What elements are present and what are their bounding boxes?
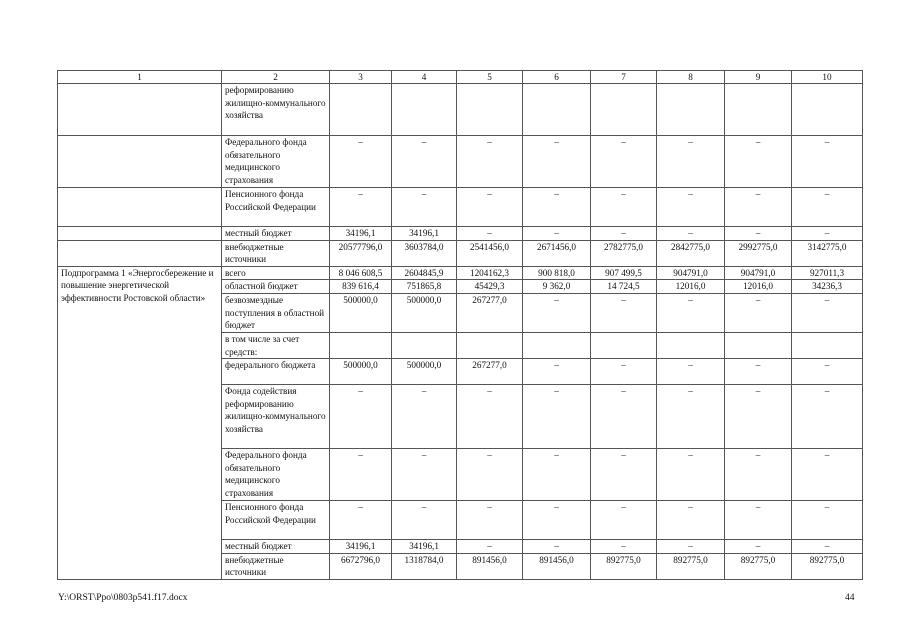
budget-table — [57, 70, 863, 580]
value-cell: – — [792, 188, 863, 227]
value-cell: – — [523, 540, 591, 554]
value-cell: 2842775,0 — [657, 240, 725, 266]
column-number-header-row — [58, 71, 863, 84]
value-cell: – — [523, 385, 591, 449]
value-cell: 904791,0 — [725, 266, 792, 280]
value-cell: 500000,0 — [330, 293, 392, 332]
funding-source-label: Пенсионного фонда Российской Федерации — [222, 188, 330, 227]
value-cell: – — [392, 136, 457, 188]
value-cell: – — [591, 449, 657, 501]
value-cell: 900 818,0 — [523, 266, 591, 280]
col-header-5: 5 — [457, 71, 523, 84]
value-cell: – — [725, 449, 792, 501]
value-cell: – — [792, 227, 863, 241]
value-cell: – — [523, 449, 591, 501]
value-cell: – — [392, 449, 457, 501]
value-cell: – — [657, 136, 725, 188]
value-cell: 267277,0 — [457, 359, 523, 385]
value-cell — [330, 84, 392, 136]
value-cell — [457, 84, 523, 136]
value-cell — [392, 332, 457, 358]
value-cell: – — [330, 188, 392, 227]
col-header-7: 7 — [591, 71, 657, 84]
value-cell: 2782775,0 — [591, 240, 657, 266]
col-header-3: 3 — [330, 71, 392, 84]
funding-source-label: внебюджетные источники — [222, 553, 330, 579]
value-cell — [523, 332, 591, 358]
value-cell: 2541456,0 — [457, 240, 523, 266]
value-cell: – — [657, 385, 725, 449]
value-cell: 2992775,0 — [725, 240, 792, 266]
table-row — [58, 136, 863, 188]
funding-source-label: внебюджетные источники — [222, 240, 330, 266]
value-cell: – — [523, 501, 591, 540]
value-cell — [657, 84, 725, 136]
value-cell — [457, 332, 523, 358]
value-cell: – — [330, 501, 392, 540]
value-cell: – — [792, 540, 863, 554]
value-cell: 500000,0 — [330, 359, 392, 385]
value-cell: – — [591, 293, 657, 332]
value-cell: 34196,1 — [330, 227, 392, 241]
value-cell: – — [792, 449, 863, 501]
value-cell: 892775,0 — [591, 553, 657, 579]
value-cell: – — [457, 501, 523, 540]
value-cell: – — [330, 136, 392, 188]
col-header-10: 10 — [792, 71, 863, 84]
value-cell: – — [591, 227, 657, 241]
value-cell: – — [457, 136, 523, 188]
col-header-2: 2 — [222, 71, 330, 84]
value-cell: 8 046 608,5 — [330, 266, 392, 280]
value-cell: 2671456,0 — [523, 240, 591, 266]
value-cell: 1318784,0 — [392, 553, 457, 579]
table-row — [58, 84, 863, 136]
value-cell: 34196,1 — [330, 540, 392, 554]
value-cell: – — [725, 136, 792, 188]
value-cell: – — [657, 540, 725, 554]
value-cell — [523, 84, 591, 136]
value-cell: 891456,0 — [457, 553, 523, 579]
value-cell — [725, 332, 792, 358]
funding-source-label: безвозмездные поступления в областной бюджет — [222, 293, 330, 332]
value-cell: – — [792, 359, 863, 385]
value-cell: 3142775,0 — [792, 240, 863, 266]
value-cell: 892775,0 — [725, 553, 792, 579]
value-cell: 500000,0 — [392, 293, 457, 332]
funding-source-label: федерального бюджета — [222, 359, 330, 385]
value-cell — [657, 332, 725, 358]
value-cell — [725, 84, 792, 136]
value-cell: 9 362,0 — [523, 280, 591, 294]
value-cell: – — [657, 501, 725, 540]
funding-source-label: областной бюджет — [222, 280, 330, 294]
value-cell: – — [457, 188, 523, 227]
value-cell: – — [523, 359, 591, 385]
funding-source-label: Фонда содействия реформированию жилищно-коммунального хозяйства — [222, 385, 330, 449]
value-cell: 907 499,5 — [591, 266, 657, 280]
value-cell: – — [591, 188, 657, 227]
value-cell: 14 724,5 — [591, 280, 657, 294]
value-cell — [792, 332, 863, 358]
program-cell-empty — [58, 84, 222, 136]
value-cell: – — [523, 136, 591, 188]
table-row — [58, 266, 863, 280]
value-cell: – — [792, 501, 863, 540]
footer-file-path: Y:\ORST\Ppo\0803p541.f17.docx — [58, 593, 188, 603]
value-cell: – — [457, 540, 523, 554]
value-cell: – — [725, 385, 792, 449]
col-header-4: 4 — [392, 71, 457, 84]
value-cell: 20577796,0 — [330, 240, 392, 266]
value-cell: – — [457, 227, 523, 241]
funding-source-label: реформированию жилищно-коммунального хозяйства — [222, 84, 330, 136]
value-cell: – — [457, 449, 523, 501]
table-row — [58, 188, 863, 227]
value-cell: 1204162,3 — [457, 266, 523, 280]
value-cell: 3603784,0 — [392, 240, 457, 266]
value-cell: – — [792, 293, 863, 332]
value-cell: 12016,0 — [657, 280, 725, 294]
value-cell: – — [523, 188, 591, 227]
program-cell-empty — [58, 240, 222, 266]
value-cell: – — [523, 227, 591, 241]
value-cell: – — [392, 385, 457, 449]
value-cell: 12016,0 — [725, 280, 792, 294]
program-cell-empty — [58, 136, 222, 188]
footer-page-number: 44 — [845, 593, 855, 603]
value-cell: – — [392, 501, 457, 540]
value-cell — [591, 84, 657, 136]
value-cell: – — [591, 359, 657, 385]
col-header-6: 6 — [523, 71, 591, 84]
subprogram-title: Подпрограмма 1 «Энергосбережение и повышение энергетической эффективности Ростовской области» — [58, 266, 222, 579]
funding-source-label: в том числе за счет средств: — [222, 332, 330, 358]
value-cell: – — [725, 359, 792, 385]
col-header-8: 8 — [657, 71, 725, 84]
value-cell: – — [657, 449, 725, 501]
funding-source-label: Федерального фонда обязательного медицинского страхования — [222, 136, 330, 188]
value-cell: – — [591, 136, 657, 188]
value-cell: 267277,0 — [457, 293, 523, 332]
value-cell: 34196,1 — [392, 540, 457, 554]
program-cell-empty — [58, 227, 222, 241]
funding-source-label: всего — [222, 266, 330, 280]
value-cell: – — [792, 385, 863, 449]
value-cell — [591, 332, 657, 358]
value-cell: – — [725, 188, 792, 227]
value-cell: – — [330, 449, 392, 501]
program-cell-empty — [58, 188, 222, 227]
value-cell: – — [657, 188, 725, 227]
value-cell — [330, 332, 392, 358]
value-cell: 45429,3 — [457, 280, 523, 294]
value-cell — [392, 84, 457, 136]
value-cell: – — [657, 227, 725, 241]
value-cell: 927011,3 — [792, 266, 863, 280]
value-cell: 904791,0 — [657, 266, 725, 280]
value-cell: – — [591, 385, 657, 449]
funding-source-label: Пенсионного фонда Российской Федерации — [222, 501, 330, 540]
value-cell: – — [725, 501, 792, 540]
value-cell: 892775,0 — [657, 553, 725, 579]
value-cell: 839 616,4 — [330, 280, 392, 294]
value-cell: – — [725, 227, 792, 241]
table-body — [58, 71, 863, 580]
value-cell: 6672796,0 — [330, 553, 392, 579]
funding-source-label: Федерального фонда обязательного медицинского страхования — [222, 449, 330, 501]
value-cell: – — [725, 540, 792, 554]
value-cell: 34236,3 — [792, 280, 863, 294]
value-cell: – — [591, 501, 657, 540]
table-row — [58, 227, 863, 241]
value-cell — [792, 84, 863, 136]
value-cell: – — [657, 359, 725, 385]
value-cell: 892775,0 — [792, 553, 863, 579]
value-cell: 500000,0 — [392, 359, 457, 385]
value-cell: 34196,1 — [392, 227, 457, 241]
funding-source-label: местный бюджет — [222, 540, 330, 554]
value-cell: – — [725, 293, 792, 332]
value-cell: – — [792, 136, 863, 188]
value-cell: 891456,0 — [523, 553, 591, 579]
col-header-9: 9 — [725, 71, 792, 84]
value-cell: – — [330, 385, 392, 449]
funding-source-label: местный бюджет — [222, 227, 330, 241]
table-row — [58, 240, 863, 266]
value-cell: – — [591, 540, 657, 554]
value-cell: – — [523, 293, 591, 332]
value-cell: 751865,8 — [392, 280, 457, 294]
col-header-1: 1 — [58, 71, 222, 84]
value-cell: – — [657, 293, 725, 332]
value-cell: – — [392, 188, 457, 227]
value-cell: 2604845,9 — [392, 266, 457, 280]
value-cell: – — [457, 385, 523, 449]
